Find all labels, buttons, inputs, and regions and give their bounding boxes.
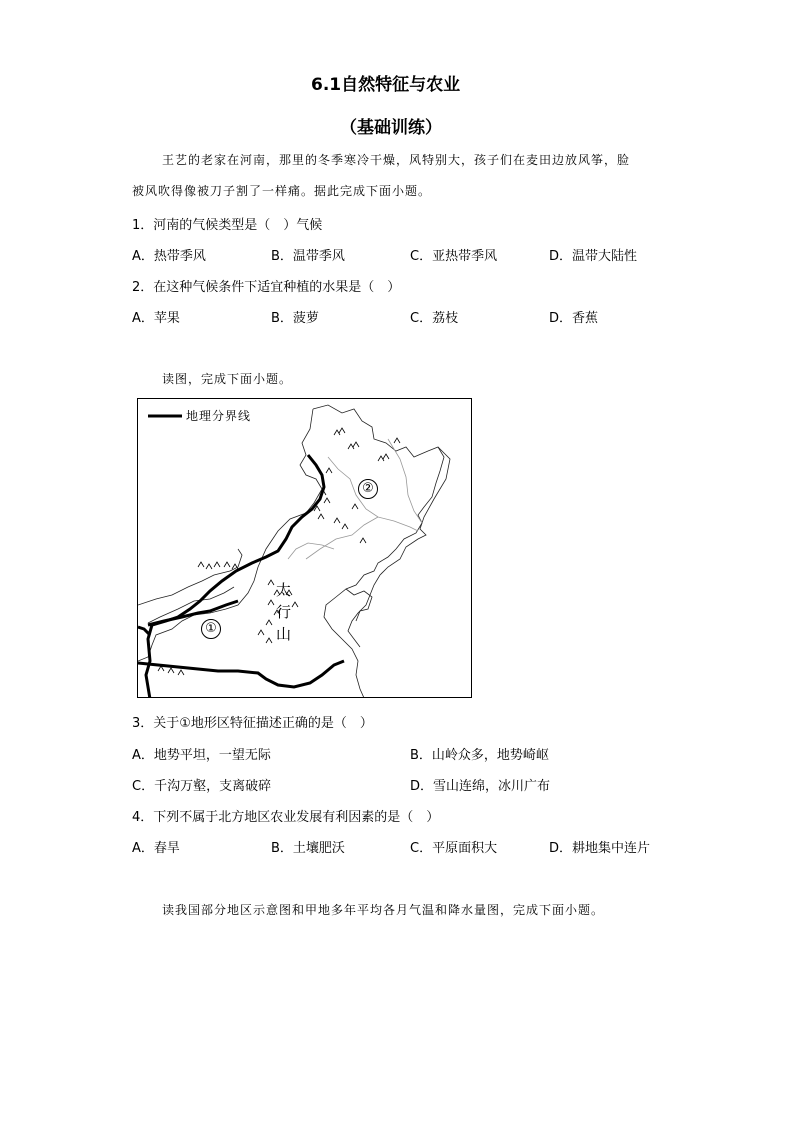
question-2-option-d: D．香蕉	[549, 311, 599, 326]
question-2-option-b: B．菠萝	[271, 311, 319, 326]
map-mountain-label-1: 太	[276, 581, 292, 599]
coast-line	[348, 447, 450, 647]
page-subtitle: （基础训练）	[340, 118, 442, 138]
north-china-map	[138, 399, 472, 698]
map-legend-label: 地理分界线	[186, 409, 252, 423]
question-2-option-a: A．苹果	[132, 311, 180, 326]
map-region-1-label: ①	[201, 619, 221, 639]
question-1-stem: 1．河南的气候类型是（ ）气候	[132, 218, 323, 233]
question-3-option-d: D．雪山连绵，冰川广布	[410, 779, 551, 794]
map-mountain-label-2: 行	[276, 603, 292, 621]
map-figure	[137, 398, 472, 698]
question-4-option-c: C．平原面积大	[410, 841, 498, 856]
question-3-option-c: C．千沟万壑，支离破碎	[132, 779, 272, 794]
passage-1-line-2: 被风吹得像被刀子割了一样痛。据此完成下面小题。	[132, 184, 432, 198]
passage-3: 读我国部分地区示意图和甲地多年平均各月气温和降水量图，完成下面小题。	[162, 903, 605, 917]
boundary-line-west-1	[148, 601, 238, 625]
region-outline	[138, 405, 444, 698]
question-4-stem: 4．下列不属于北方地区农业发展有利因素的是（ ）	[132, 810, 440, 825]
boundary-line-north	[146, 455, 324, 698]
question-1-option-b: B．温带季风	[271, 249, 345, 264]
question-3-stem: 3．关于①地形区特征描述正确的是（ ）	[132, 716, 373, 731]
question-4-option-b: B．土壤肥沃	[271, 841, 345, 856]
page-title: 6.1自然特征与农业	[311, 75, 461, 95]
question-2-stem: 2．在这种气候条件下适宜种植的水果是（ ）	[132, 280, 401, 295]
map-mountain-label-3: 山	[276, 625, 292, 643]
question-1-option-a: A．热带季风	[132, 249, 206, 264]
question-1-option-c: C．亚热带季风	[410, 249, 498, 264]
question-4-option-a: A．春旱	[132, 841, 180, 856]
river-2	[306, 517, 378, 559]
passage-2: 读图，完成下面小题。	[162, 372, 293, 386]
question-3-option-a: A．地势平坦，一望无际	[132, 748, 271, 763]
question-3-option-b: B．山岭众多，地势崎岖	[410, 748, 549, 763]
boundary-line-south	[138, 661, 344, 687]
map-region-2-label: ②	[358, 479, 378, 499]
west-outline-2	[148, 587, 234, 623]
boundary-line-southwest	[138, 627, 150, 635]
question-2-option-c: C．荔枝	[410, 311, 459, 326]
river-3	[388, 439, 422, 523]
question-4-option-d: D．耕地集中连片	[549, 841, 651, 856]
question-1-option-d: D．温带大陆性	[549, 249, 638, 264]
river-4	[288, 543, 334, 559]
bay-line	[346, 589, 372, 621]
passage-1-line-1: 王艺的老家在河南，那里的冬季寒冷干燥，风特别大，孩子们在麦田边放风筝，脸	[162, 153, 631, 167]
